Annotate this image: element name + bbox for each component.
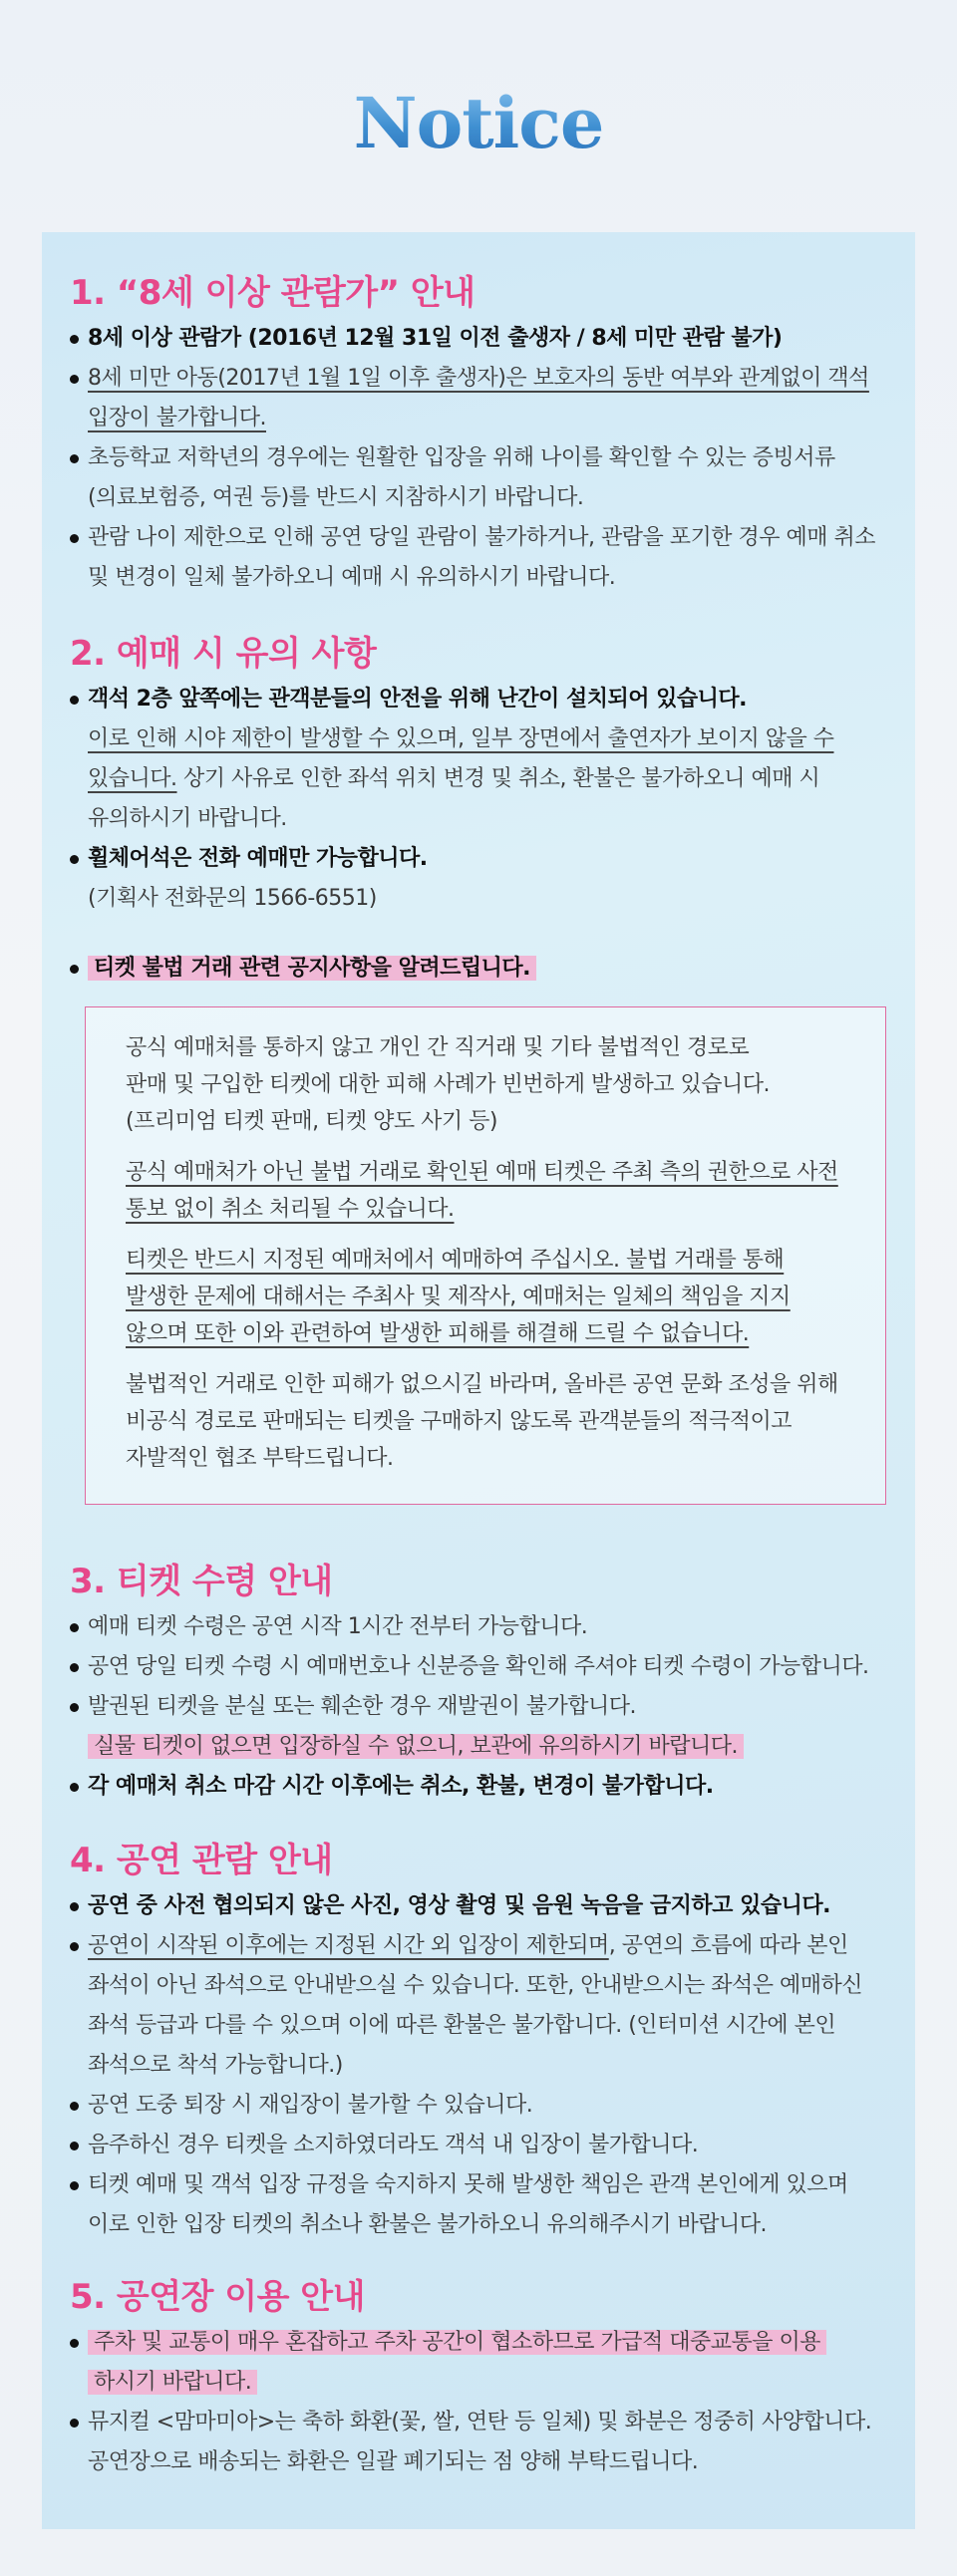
list-item — [70, 949, 887, 989]
item-text: 8세 미만 아동(2017년 1월 1일 이후 출생자)은 보호자의 동반 여부와 관계없이 객석 — [88, 366, 869, 391]
item-text: 있습니다. — [88, 766, 177, 791]
paragraph-text: 판매 및 구입한 티켓에 대한 피해 사례가 빈번하게 발생하고 있습니다. — [126, 1072, 770, 1097]
list-item — [70, 1926, 887, 2086]
section-title: 2. 예매 시 유의 사항 — [70, 634, 377, 674]
item-text: 좌석 등급과 다를 수 있으며 이에 따른 환불은 불가합니다. (인터미션 시간에 본인 — [88, 2013, 836, 2038]
item-text: 유의하시기 바랍니다. — [88, 806, 287, 831]
list-item — [70, 839, 887, 919]
item-text: 관람 나이 제한으로 인해 공연 당일 관람이 불가하거나, 관람을 포기한 경우 예매 취소 — [88, 525, 875, 550]
section-title: 1. “8세 이상 관람가” 안내 — [70, 273, 476, 313]
item-text: 초등학교 저학년의 경우에는 원활한 입장을 위해 나이를 확인할 수 있는 증빙서류 — [88, 445, 835, 470]
item-text: , 공연의 흐름에 따라 본인 — [608, 1933, 848, 1958]
item-text: 티켓 불법 거래 관련 공지사항을 알려드립니다. — [88, 956, 536, 981]
list-item — [70, 359, 887, 438]
section-viewing-age — [70, 271, 887, 598]
list-item — [70, 2403, 887, 2482]
list-item — [70, 1607, 887, 1647]
section-venue-guide — [70, 2275, 887, 2482]
item-text: 상기 사유로 인한 좌석 위치 변경 및 취소, 환불은 불가하오니 예매 시 — [176, 766, 820, 791]
item-text: 뮤지컬 <맘마미아>는 축하 화환(꽃, 쌀, 연탄 등 일체) 및 화분은 정중히 사양합니다. — [88, 2410, 872, 2434]
paragraph-text: 통보 없이 취소 처리될 수 있습니다. — [126, 1197, 455, 1222]
item-text: 예매 티켓 수령은 공연 시작 1시간 전부터 가능합니다. — [88, 1614, 588, 1639]
paragraph-text: 않으며 또한 이와 관련하여 발생한 피해를 해결해 드릴 수 없습니다. — [126, 1321, 750, 1346]
item-text: 좌석으로 착석 가능합니다.) — [88, 2053, 343, 2078]
list-item — [70, 1767, 887, 1807]
list-item — [70, 1886, 887, 1926]
paragraph-text: 발생한 문제에 대해서는 주최사 및 제작사, 예매처는 일체의 책임을 지지 — [126, 1285, 791, 1309]
item-text: 음주하신 경우 티켓을 소지하였더라도 객석 내 입장이 불가합니다. — [88, 2133, 699, 2157]
item-text: 주차 및 교통이 매우 혼잡하고 주차 공간이 협소하므로 가급적 대중교통을 이용 — [88, 2330, 826, 2355]
page-title: Notice — [0, 82, 957, 164]
item-text: (의료보험증, 여권 등)를 반드시 지참하시기 바랍니다. — [88, 485, 584, 510]
item-text: 실물 티켓이 없으면 입장하실 수 없으니, 보관에 유의하시기 바랍니다. — [88, 1734, 744, 1759]
item-text: 발권된 티켓을 분실 또는 훼손한 경우 재발권이 불가합니다. — [88, 1694, 636, 1719]
section-booking-notes — [70, 632, 887, 989]
list-item — [70, 518, 887, 598]
item-text: 티켓 예매 및 객석 입장 규정을 숙지하지 못해 발생한 책임은 관객 본인에게 있으며 — [88, 2172, 848, 2197]
notice-paragraph — [126, 1242, 885, 1352]
paragraph-text: 비공식 경로로 판매되는 티켓을 구매하지 않도록 관객분들의 적극적이고 — [126, 1409, 793, 1434]
item-text: 좌석이 아닌 좌석으로 안내받으실 수 있습니다. 또한, 안내받으시는 좌석은 예매하신 — [88, 1973, 862, 1998]
illegal-ticket-notice-box — [85, 1006, 886, 1505]
notice-paragraph — [126, 1366, 885, 1477]
list-item — [70, 438, 887, 518]
list-item — [70, 1647, 887, 1687]
paragraph-text: (프리미엄 티켓 판매, 티켓 양도 사기 등) — [126, 1109, 497, 1134]
notice-paragraph — [126, 1154, 885, 1228]
item-text: 및 변경이 일체 불가하오니 예매 시 유의하시기 바랍니다. — [88, 565, 616, 590]
item-text: 이로 인한 입장 티켓의 취소나 환불은 불가하오니 유의해주시기 바랍니다. — [88, 2212, 768, 2237]
paragraph-text: 공식 예매처를 통하지 않고 개인 간 직거래 및 기타 불법적인 경로로 — [126, 1035, 750, 1060]
list-item — [70, 680, 887, 839]
section-title: 4. 공연 관람 안내 — [70, 1841, 333, 1880]
item-text: 8세 이상 관람가 (2016년 12월 31일 이전 출생자 / 8세 미만 관람 불가) — [88, 326, 783, 351]
list-item — [70, 2165, 887, 2245]
paragraph-text: 불법적인 거래로 인한 피해가 없으시길 바라며, 올바른 공연 문화 조성을 위해 — [126, 1372, 838, 1397]
notice-paragraph — [126, 1029, 885, 1140]
paragraph-text: 티켓은 반드시 지정된 예매처에서 예매하여 주십시오. 불법 거래를 통해 — [126, 1248, 785, 1273]
item-text: 객석 2층 앞쪽에는 관객분들의 안전을 위해 난간이 설치되어 있습니다. — [88, 687, 747, 712]
paragraph-text: 자발적인 협조 부탁드립니다. — [126, 1446, 394, 1471]
item-text: 하시기 바랍니다. — [88, 2370, 257, 2395]
list-item — [70, 2086, 887, 2126]
item-text: (기획사 전화문의 1566-6551) — [88, 886, 377, 911]
section-viewing-guide — [70, 1839, 887, 2245]
item-text: 입장이 불가합니다. — [88, 406, 267, 430]
item-text: 공연이 시작된 이후에는 지정된 시간 외 입장이 제한되며 — [88, 1933, 609, 1958]
item-text: 공연 도중 퇴장 시 재입장이 불가할 수 있습니다. — [88, 2093, 533, 2118]
item-text: 각 예매처 취소 마감 시간 이후에는 취소, 환불, 변경이 불가합니다. — [88, 1774, 714, 1799]
item-text: 공연 중 사전 협의되지 않은 사진, 영상 촬영 및 음원 녹음을 금지하고 있습니다. — [88, 1893, 830, 1918]
list-item — [70, 2126, 887, 2165]
list-item — [70, 319, 887, 359]
item-text: 휠체어석은 전화 예매만 가능합니다. — [88, 846, 428, 871]
item-text: 공연 당일 티켓 수령 시 예매번호나 신분증을 확인해 주셔야 티켓 수령이 가능합니다. — [88, 1654, 869, 1679]
section-title: 5. 공연장 이용 안내 — [70, 2277, 365, 2317]
paragraph-text: 공식 예매처가 아닌 불법 거래로 확인된 예매 티켓은 주최 측의 권한으로 사전 — [126, 1160, 838, 1185]
list-item — [70, 1687, 887, 1767]
section-ticket-pickup — [70, 1560, 887, 1807]
list-item — [70, 2323, 887, 2403]
section-title: 3. 티켓 수령 안내 — [70, 1562, 333, 1601]
item-text: 공연장으로 배송되는 화환은 일괄 폐기되는 점 양해 부탁드립니다. — [88, 2449, 699, 2474]
item-text: 이로 인해 시야 제한이 발생할 수 있으며, 일부 장면에서 출연자가 보이지 않을 수 — [88, 726, 834, 751]
